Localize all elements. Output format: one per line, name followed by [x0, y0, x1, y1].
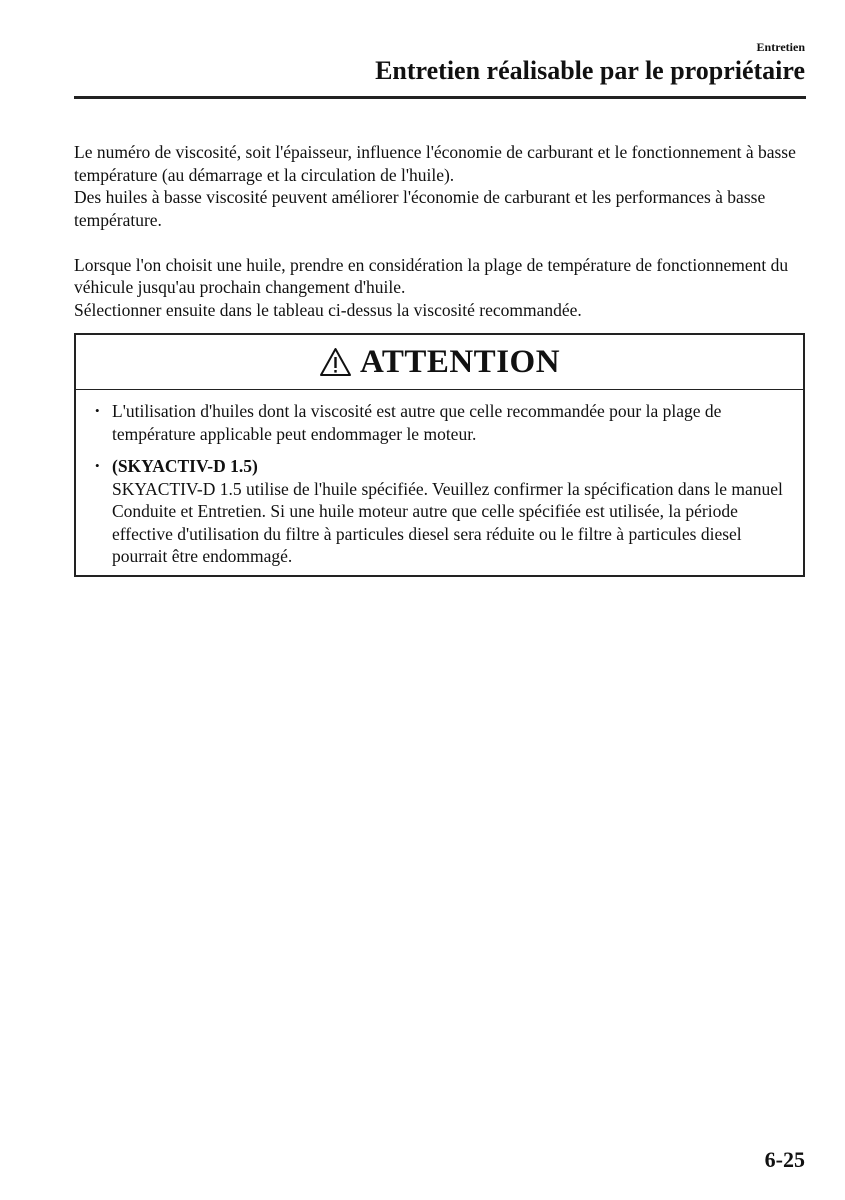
- paragraph-line: Sélectionner ensuite dans le tableau ci-dessus la viscosité recommandée.: [74, 299, 582, 320]
- header-divider: [74, 96, 806, 99]
- paragraph-selection: [74, 254, 809, 322]
- attention-title: ATTENTION: [359, 343, 561, 380]
- attention-item: [95, 400, 789, 445]
- paragraph-viscosity: [74, 141, 809, 231]
- section-label: Entretien: [756, 40, 805, 54]
- warning-triangle-icon: [319, 347, 352, 377]
- paragraph-line: Le numéro de viscosité, soit l'épaisseur, influence l'économie de carburant et le fonctionnement à basse température (au démarrage et la circulation de l'huile).: [74, 142, 796, 185]
- bullet-icon: •: [95, 403, 100, 418]
- body-text: [74, 141, 809, 321]
- attention-item: [95, 455, 789, 568]
- paragraph-line: Lorsque l'on choisit une huile, prendre en considération la plage de température de fonctionnement du véhicule jusqu'au prochain changement d'huile.: [74, 254, 789, 297]
- attention-list: [76, 390, 803, 568]
- paragraph-line: Des huiles à basse viscosité peuvent améliorer l'économie de carburant et les performances à basse température.: [74, 187, 766, 230]
- attention-item-heading: (SKYACTIV-D 1.5): [112, 456, 258, 476]
- attention-header: [76, 335, 803, 390]
- attention-item-text: SKYACTIV-D 1.5 utilise de l'huile spécifiée. Veuillez confirmer la spécification dans le manuel Conduite et Entretien. Si une huile moteur autre que celle spécifiée est utilisée, la période effective d'utilisation du filtre à particules diesel sera réduite ou le filtre à particules diesel pourrait être endommagé.: [112, 478, 783, 566]
- page-title: Entretien réalisable par le propriétaire: [375, 56, 805, 85]
- bullet-icon: •: [95, 458, 100, 473]
- attention-item-text: L'utilisation d'huiles dont la viscosité est autre que celle recommandée pour la plage de température applicable peut endommager le moteur.: [112, 401, 722, 444]
- attention-box: [74, 333, 805, 577]
- page-number: 6-25: [764, 1147, 805, 1172]
